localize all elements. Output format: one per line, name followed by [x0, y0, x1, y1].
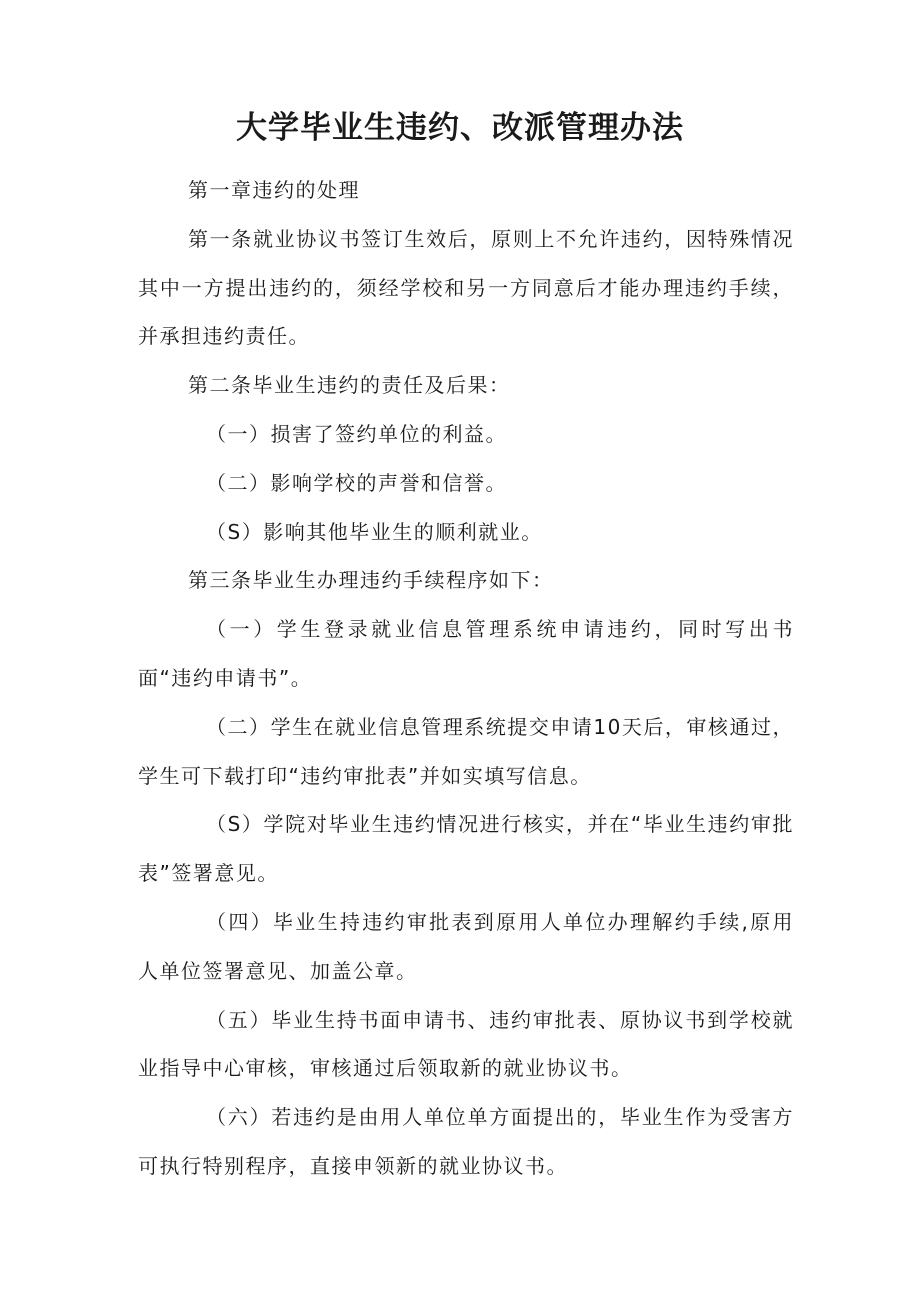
document-title: 大学毕业生违约、改派管理办法	[236, 110, 684, 146]
article-2-item-1: （一）损害了签约单位的利益。	[206, 421, 507, 446]
article-3-item-5: （五）毕业生持书面申请书、违约审批表、原协议书到学校就业指导中心审核，审核通过后领取新的就业协议书。	[138, 1007, 794, 1081]
article-3-item-3: （S）学院对毕业生违约情况进行核实，并在“毕业生违约审批表”签署意见。	[138, 812, 794, 886]
article-2: 第二条毕业生违约的责任及后果：	[188, 373, 511, 398]
article-3: 第三条毕业生办理违约手续程序如下：	[188, 568, 554, 593]
article-3-item-6: （六）若违约是由用人单位单方面提出的，毕业生作为受害方可执行特别程序，直接申领新的就业协议书。	[138, 1105, 794, 1178]
article-3-item-4: （四）毕业生持违约审批表到原用人单位办理解约手续,原用人单位签署意见、加盖公章。	[138, 909, 794, 983]
article-1: 第一条就业协议书签订生效后，原则上不允许违约，因特殊情况其中一方提出违约的，须经学校和另一方同意后才能办理违约手续，并承担违约责任。	[138, 226, 794, 349]
article-3-item-2: （二）学生在就业信息管理系统提交申请10天后，审核通过，学生可下载打印“违约审批表”并如实填写信息。	[138, 714, 794, 788]
article-2-item-2: （二）影响学校的声誉和信誉。	[206, 470, 507, 495]
article-3-item-1: （一）学生登录就业信息管理系统申请违约，同时写出书面“违约申请书”。	[138, 617, 794, 690]
chapter-heading: 第一章违约的处理	[188, 178, 360, 202]
article-2-item-3: （S）影响其他毕业生的顺利就业。	[206, 519, 543, 544]
document-body	[138, 166, 794, 1191]
